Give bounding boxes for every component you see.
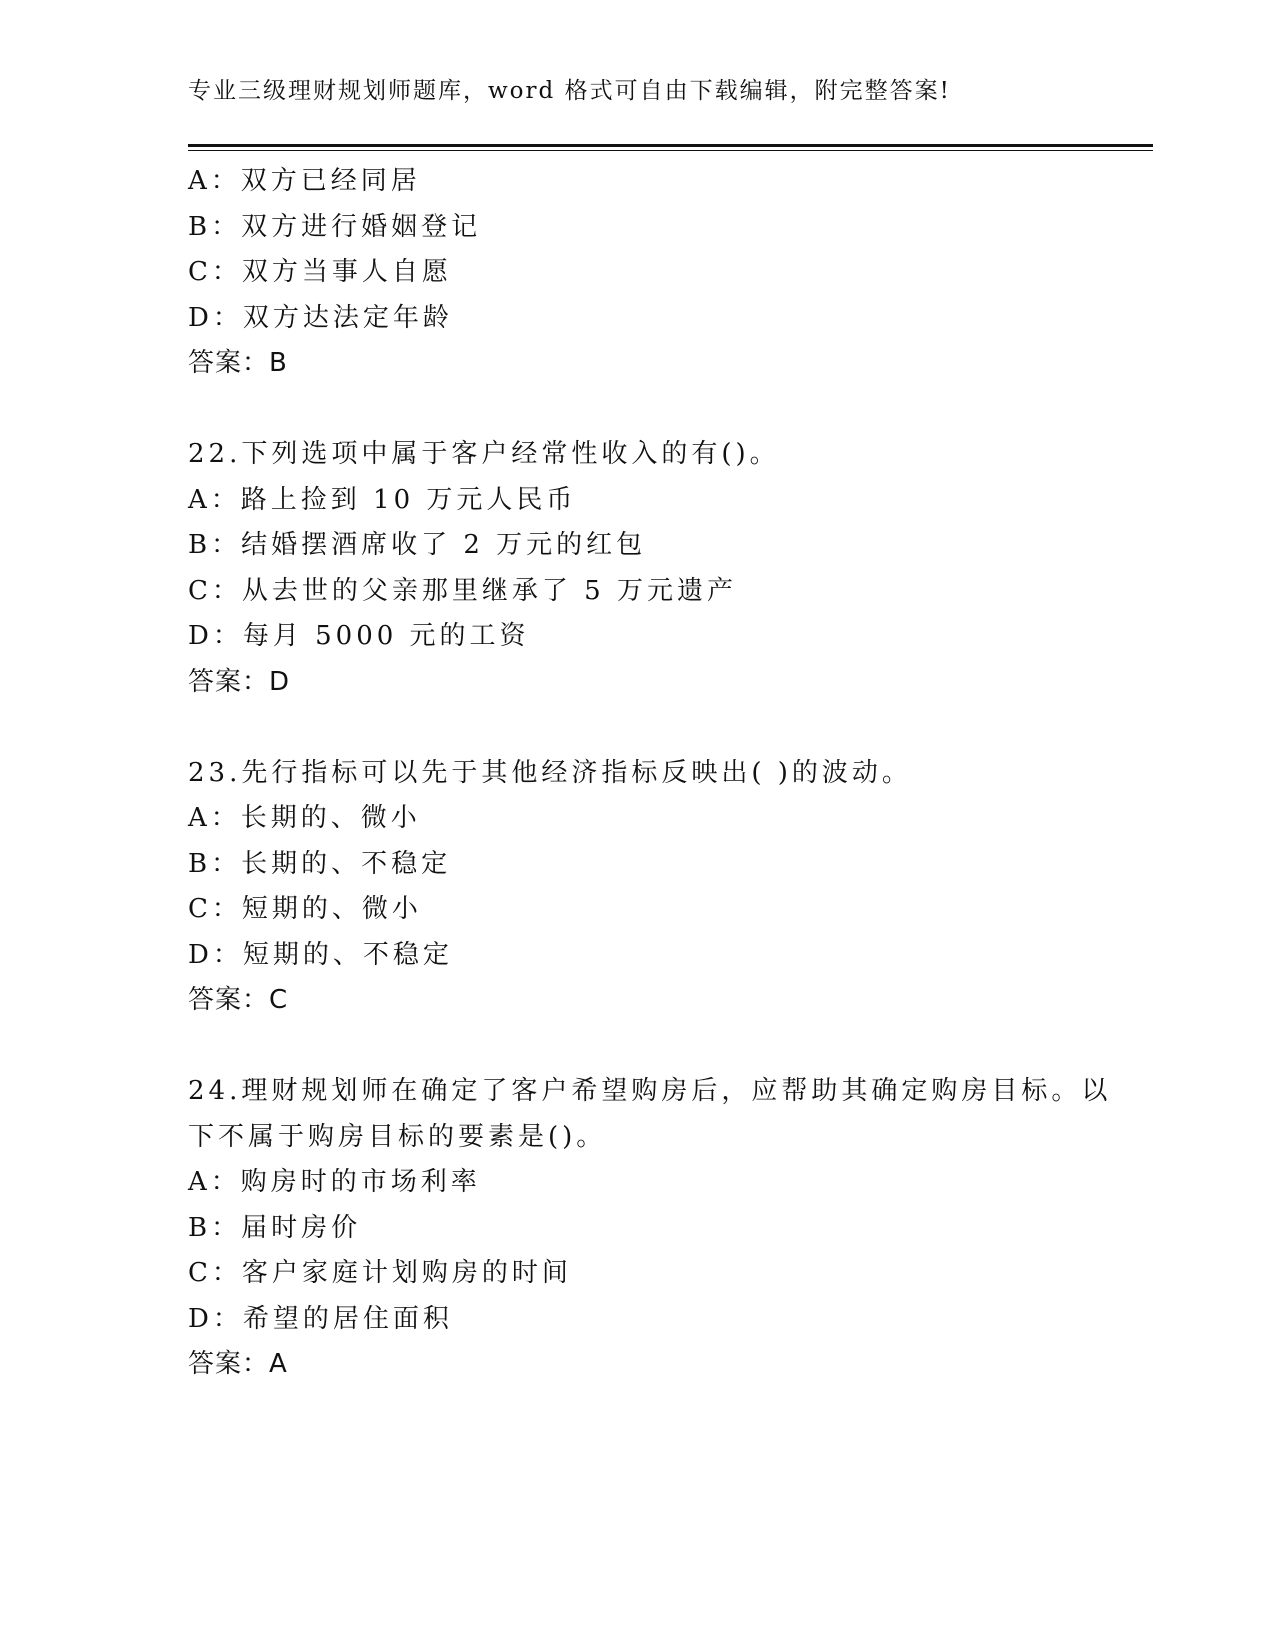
page-header: 专业三级理财规划师题库，word 格式可自由下载编辑，附完整答案!: [188, 78, 951, 104]
question-stem-line-2: 下不属于购房目标的要素是()。: [188, 1121, 607, 1152]
answer-line: 答案：D: [188, 666, 291, 697]
option-d: D：短期的、不稳定: [188, 939, 453, 970]
option-a: A：长期的、微小: [188, 803, 421, 833]
question-content: [188, 159, 1112, 1388]
option-c: C：双方当事人自愿: [188, 257, 452, 287]
option-a: A：购房时的市场利率: [188, 1167, 481, 1197]
question-stem: 23.先行指标可以先于其他经济指标反映出( )的波动。: [188, 757, 912, 788]
option-b: B：长期的、不稳定: [188, 848, 452, 879]
spacer: [188, 705, 1088, 751]
header-rule-thin: [188, 150, 1153, 151]
option-c: C：从去世的父亲那里继承了 5 万元遗产: [188, 575, 737, 606]
question-stem: 22.下列选项中属于客户经常性收入的有()。: [188, 439, 780, 469]
option-b: B：届时房价: [188, 1212, 362, 1243]
question-23: [188, 751, 1088, 1024]
option-d: D：希望的居住面积: [188, 1303, 453, 1334]
answer-line: 答案：C: [188, 985, 289, 1015]
option-d: D：每月 5000 元的工资: [188, 621, 530, 651]
answer-line: 答案：B: [188, 348, 288, 378]
option-c: C：客户家庭计划购房的时间: [188, 1258, 572, 1288]
question-stem-line-1: 24.理财规划师在确定了客户希望购房后，应帮助其确定购房目标。以: [188, 1076, 1112, 1106]
option-a: A：路上捡到 10 万元人民币: [188, 484, 577, 515]
spacer: [188, 1024, 1088, 1070]
spacer: [188, 387, 1088, 433]
question-24: [188, 1069, 1112, 1388]
option-c: C：短期的、微小: [188, 894, 422, 924]
option-b: B：双方进行婚姻登记: [188, 211, 482, 242]
option-b: B：结婚摆酒席收了 2 万元的红包: [188, 530, 647, 560]
question-21: [188, 159, 1088, 387]
header-rule-thick: [188, 144, 1153, 147]
answer-line: 答案：A: [188, 1349, 288, 1379]
option-a: A：双方已经同居: [188, 166, 421, 196]
question-22: [188, 432, 1088, 705]
option-d: D：双方达法定年龄: [188, 302, 453, 333]
